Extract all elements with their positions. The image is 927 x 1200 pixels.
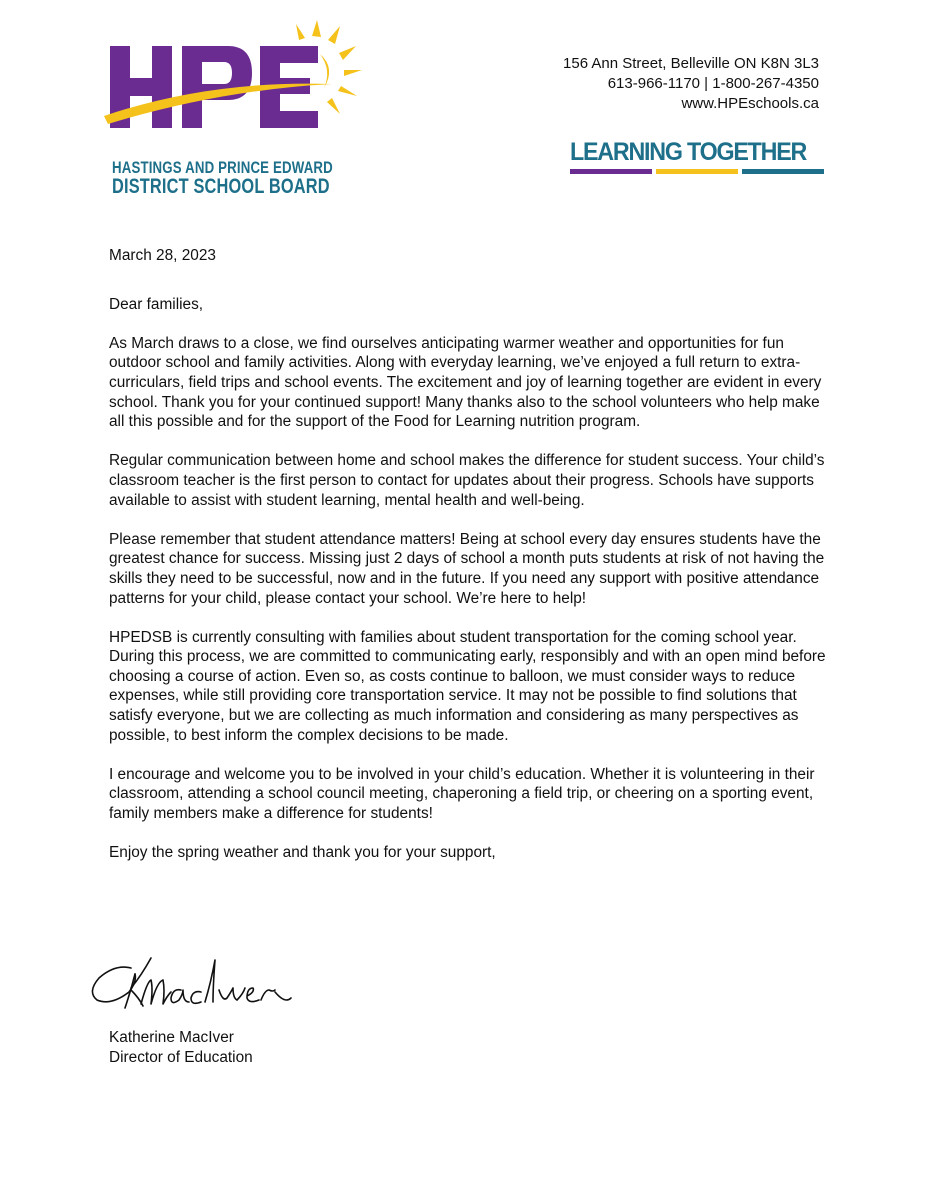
contact-block (563, 54, 819, 114)
purple-bar (570, 169, 652, 174)
letter-date: March 28, 2023 (109, 247, 216, 264)
street-address: 156 Ann Street, Belleville ON K8N 3L3 (563, 55, 819, 72)
paragraph: Please remember that student attendance matters! Being at school every day ensures students have the greatest chance for success. Missing just 2 days of school a month puts students at risk of not having the skills they need to be successful, now and in the future. If you need any support with positive attendance patterns for your child, please contact your school. We’re here to help! (109, 530, 825, 607)
hpedsb-logo (100, 18, 370, 198)
paragraph: I encourage and welcome you to be involved in your child’s education. Whether it is volunteering in their classroom, attending a school council meeting, chaperoning a field trip, or cheering on a sporting event, family members make a difference for students! (109, 765, 815, 823)
tagline-color-bars (570, 169, 824, 174)
tagline-text: LEARNING TOGETHER (570, 138, 807, 166)
teal-bar (742, 169, 824, 174)
closing-line: Enjoy the spring weather and thank you for your support, (109, 844, 496, 862)
board-name-line1: HASTINGS AND PRINCE EDWARD (112, 158, 333, 177)
salutation: Dear families, (109, 295, 204, 313)
hpe-logo-mark (100, 18, 370, 158)
yellow-bar (656, 169, 738, 174)
sun-icon (296, 20, 362, 114)
board-name (112, 158, 333, 198)
paragraph: Regular communication between home and school makes the difference for student success. Your child’s classroom teacher is the first person to contact for updates about their progress. Schools have supports available to assist with student learning, mental health and well-being. (109, 452, 825, 509)
phone-numbers: 613-966-1170 | 1-800-267-4350 (607, 75, 819, 92)
handwritten-signature (85, 948, 305, 1026)
learning-together-tagline (570, 138, 824, 174)
letter-body (109, 246, 829, 882)
website-link[interactable]: www.HPEschools.ca (681, 95, 819, 112)
signature-block (109, 1028, 253, 1067)
signatory-title: Director of Education (109, 1048, 253, 1066)
paragraph: HPEDSB is currently consulting with families about student transportation for the coming school year. During this process, we are committed to communicating early, responsibly and with an open mind before choosing a course of action. Even so, as costs continue to balloon, we must consider ways to reduce expenses, while still providing core transportation service. It may not be possible to find solutions that satisfy everyone, but we are collecting as much information and considering as many perspectives as possible, to best inform the complex decisions to be made. (109, 628, 826, 744)
paragraph: As March draws to a close, we find ourselves anticipating warmer weather and opportunities for fun outdoor school and family activities. Along with everyday learning, we’ve enjoyed a full return to extra-curriculars, field trips and school events. The excitement and joy of learning together are evident in every school. Thank you for your continued support! Many thanks also to the school volunteers who help make all this possible and for the support of the Food for Learning nutrition program. (109, 334, 822, 431)
signatory-name: Katherine MacIver (109, 1029, 234, 1046)
board-name-line2: DISTRICT SCHOOL BOARD (112, 175, 330, 198)
